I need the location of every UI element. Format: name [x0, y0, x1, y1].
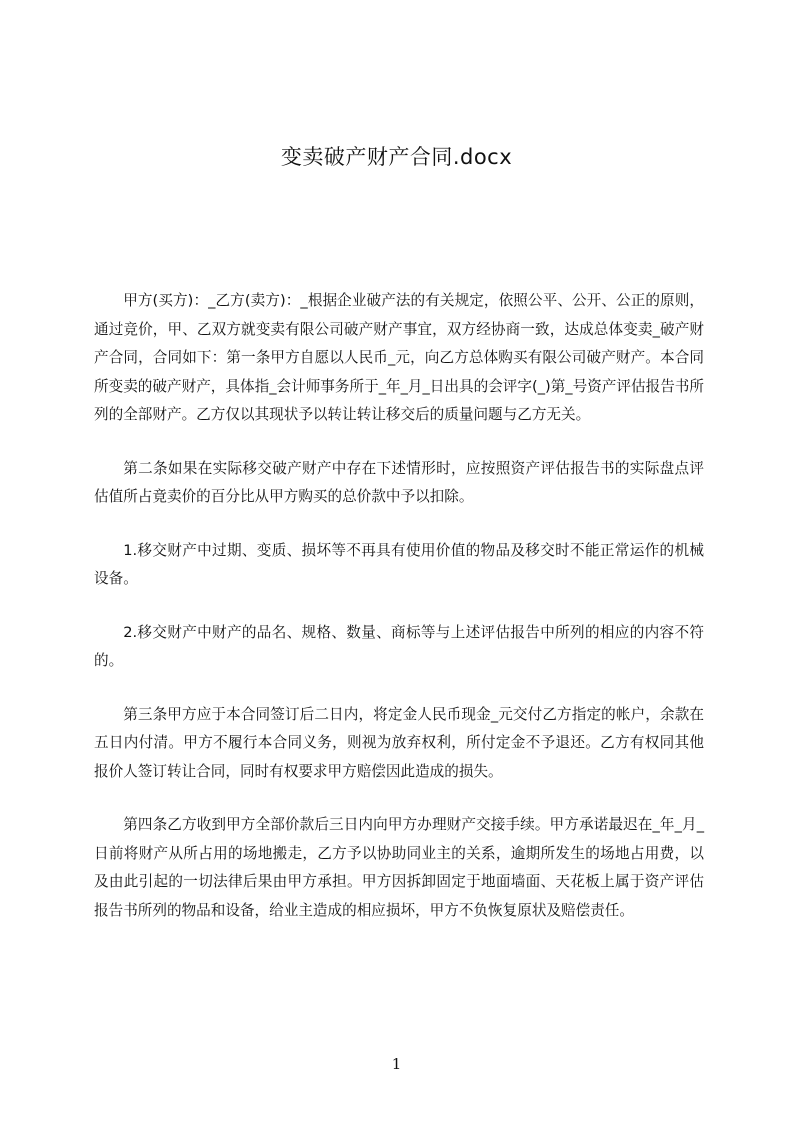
- document-title: 变卖破产财产合同.docx: [280, 145, 513, 169]
- page-number: 1: [391, 1055, 402, 1073]
- paragraph-article-2: 第二条如果在实际移交破产财产中存在下述情形时，应按照资产评估报告书的实际盘点评估值所占竟卖价的百分比从甲方购买的总价款中予以扣除。: [94, 459, 704, 505]
- paragraph-article-4: 第四条乙方收到甲方全部价款后三日内向甲方办理财产交接手续。甲方承诺最迟在_年_月_日前将财产从所占用的场地搬走，乙方予以协助同业主的关系，逾期所发生的场地占用费，以及由此引起的一切法律后果由甲方承担。甲方因拆卸固定于地面墙面、天花板上属于资产评估报告书所列的物品和设备，给业主造成的相应损坏，甲方不负恢复原状及赔偿责任。: [94, 816, 704, 919]
- paragraph-item-2: 2.移交财产中财产的品名、规格、数量、商标等与上述评估报告中所列的相应的内容不符的。: [94, 623, 704, 669]
- paragraph-preamble-article-1: 甲方(买方)：_乙方(卖方)：_根据企业破产法的有关规定，依照公平、公开、公正的原则，通过竞价，甲、乙双方就变卖有限公司破产财产事宜，双方经协商一致，达成总体变卖_破产财产合同，合同如下：第一条甲方自愿以人民币_元，向乙方总体购买有限公司破产财产。本合同所变卖的破产财产，具体指_会计师事务所于_年_月_日出具的会评字(_)第_号资产评估报告书所列的全部财产。乙方仅以其现状予以转让转让移交后的质量问题与乙方无关。: [94, 292, 704, 423]
- paragraph-item-1: 1.移交财产中过期、变质、损坏等不再具有使用价值的物品及移交时不能正常运作的机械设备。: [94, 541, 704, 587]
- paragraph-article-3: 第三条甲方应于本合同签订后二日内，将定金人民币现金_元交付乙方指定的帐户，余款在五日内付清。甲方不履行本合同义务，则视为放弃权利，所付定金不予退还。乙方有权同其他报价人签订转让合同，同时有权要求甲方赔偿因此造成的损失。: [94, 705, 704, 780]
- document-body: [94, 287, 704, 950]
